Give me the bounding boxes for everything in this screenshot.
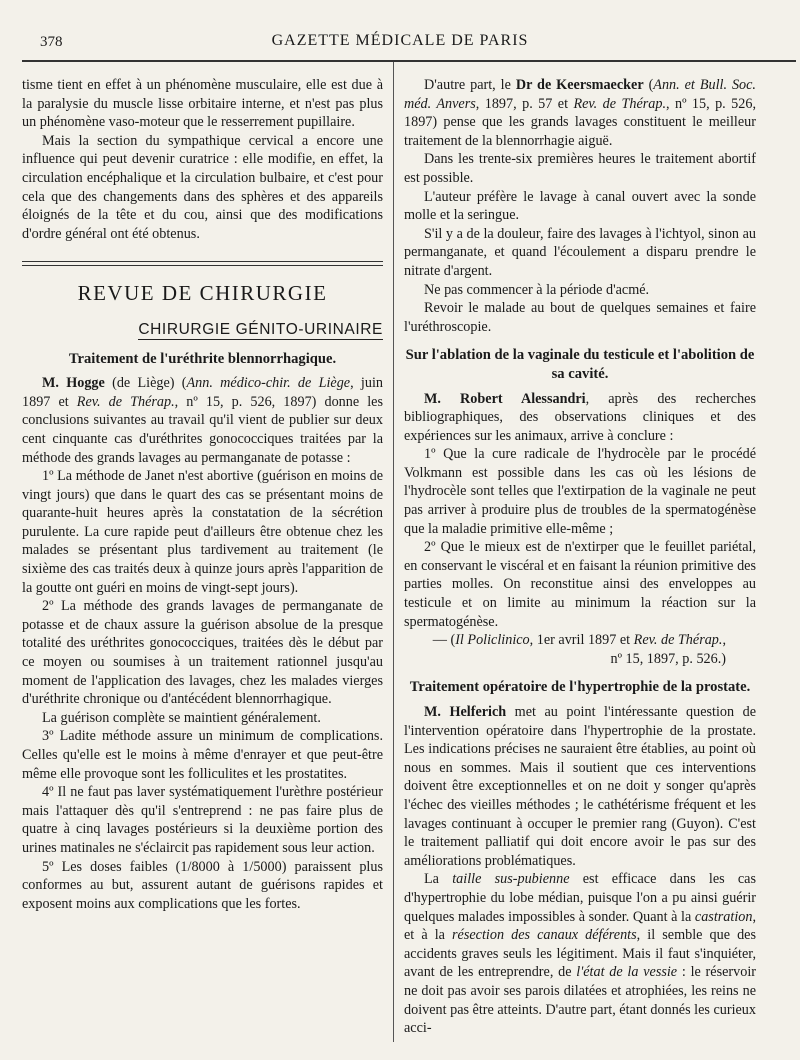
page-header: [0, 30, 800, 58]
text: , il semble que des accidents graves seuls les légitiment. Mais il faut s'inquiéter, avant de les entreprendre, de: [404, 927, 757, 981]
paragraph: Dans les trente-six premières heures le traitement abortif est possible.: [404, 151, 756, 186]
text: — (: [432, 632, 456, 649]
text: La: [424, 871, 453, 888]
running-title: GAZETTE MÉDICALE DE PARIS: [271, 32, 529, 49]
paragraph: [404, 703, 756, 870]
text: (: [643, 77, 654, 93]
paragraph: [404, 390, 756, 446]
source-title: Rev. de Thérap.: [633, 632, 723, 649]
text: , juin 1897 et: [22, 375, 383, 410]
source-title: Rev. de Thérap.: [76, 393, 175, 410]
emphasis: castration: [694, 908, 753, 925]
text: , nº 15, 1897, p. 526.): [610, 632, 726, 667]
text: D'autre part, le: [424, 77, 516, 93]
subsection-title-text: CHIRURGIE GÉNITO-URINAIRE: [138, 320, 383, 338]
header-rule: [22, 60, 796, 62]
text: , après des recherches bibliographiques, des observations cliniques et des expériences sur les animaux, arrive à conclure :: [404, 390, 756, 444]
text: , et à la: [404, 908, 756, 944]
paragraph: 3º Ladite méthode assure un minimum de complications. Celles qu'elle est le moins à même d'enrayer et que peut-être même elle provoque sont les folliculites et les prostatites.: [22, 728, 383, 782]
column-divider: [393, 62, 394, 1042]
source-title: Rev. de Thérap.: [573, 95, 667, 112]
paragraph: La guérison complète se maintient généralement.: [42, 709, 321, 726]
paragraph: [404, 870, 756, 1037]
paragraph: Revoir le malade au bout de quelques semaines et faire l'uréthroscopie.: [404, 300, 756, 335]
source-title: Ann. médico-chir. de Liège: [186, 375, 351, 392]
paragraph: 1º Que la cure radicale de l'hydrocèle par le procédé Volkmann est possible dans les cas où les lésions de l'hydrocèle sont telles que l'extirpation de la vaginale ne peut pas arriver à produire plus de troubles de la spermatogénèse que la maladie primitive elle-même ;: [404, 446, 756, 537]
paragraph: 5º Les doses faibles (1/8000 à 1/5000) paraissent plus conformes au but, assurent autant de guérisons rapides et exposent moins aux complications que les fortes.: [22, 858, 383, 912]
author-name: Dr de Keersmaecker: [515, 77, 644, 93]
subsection-title: [22, 321, 383, 340]
text: : le réservoir ne doit pas avoir ses parois dilatées et atrophiées, les reins ne doivent pas être atteints. D'autre part, étant donnés les curieux acci-: [404, 964, 756, 1037]
left-column: [22, 76, 383, 913]
paragraph: 2º Que le mieux est de n'extirper que le feuillet pariétal, en conservant le viscéral et en faisant la réunion primitive des parties molles. On reconstitue ainsi des enveloppes au testicule et on limite au minimum la réaction sur la spermatogénèse.: [404, 539, 756, 630]
paragraph: L'auteur préfère le lavage à canal ouvert avec la sonde molle et la seringue.: [404, 188, 756, 224]
paragraph: [404, 76, 756, 150]
paragraph: tisme tient en effet à un phénomène musculaire, elle est due à la paralysie du muscle lisse orbitaire interne, et n'est pas plus un phénomène vaso-moteur que le resserrement pupillaire.: [22, 77, 383, 131]
article-title: Sur l'ablation de la vaginale du testicule et l'abolition de sa cavité.: [405, 347, 755, 382]
emphasis: résection des canaux déférents: [452, 927, 637, 944]
text: met au point l'intéressante question de l'intervention opératoire dans l'hypertrophie de la prostate. Les indications précises ne sauraient être établies, au point où nous en sommes. Mais il soutient que ces interventions doivent être exceptionnelles et on ne doit y songer qu'après l'échec des vieilles méthodes ; le cathétérisme fréquent et les lavages continuant à occuper le premier rang (Guyon). C'est le traitement palliatif qui doit encore avoir le pas sur des améliorations problématiques.: [404, 704, 756, 869]
text: , nº 15, p. 526, 1897) pense que les grands lavages constituent le meilleur traitement de la blennorrhagie aiguë.: [404, 95, 756, 149]
paragraph: [22, 374, 383, 467]
emphasis: taille sus-pubienne: [452, 871, 570, 888]
page-number: 378: [40, 34, 63, 50]
paragraph: 1º La méthode de Janet n'est abortive (guérison en moins de vingt jours) que dans le quart des cas se présentant moins de quarante-huit heures après la constatation de la sécrétion purulente. La cure rapide peut d'ailleurs être obtenue chez les malades se présentant plus tardivement au traitement (le sixième des cas traités deux à quinze jours après l'apparition de la goutte ont guéri en moins de vingt-sept jours).: [22, 468, 383, 596]
section-title: REVUE DE CHIRURGIE: [77, 281, 328, 306]
text: , nº 15, p. 526, 1897) donne les conclusions suivantes au travail qu'il vient de publier sur deux cent cinquante cas d'uréthrites gonococciques traitées par la méthode des grands lavages au permanganate de potasse :: [22, 393, 383, 466]
section-rule: [22, 261, 383, 266]
paragraph: 4º Il ne faut pas laver systématiquement l'urèthre postérieur mais l'attaquer dès qu'il s'entreprend : ne pas faire plus de quatre à cinq lavages postérieurs si la deuxième portion des urines matinales ne s'éclaircit pas rapidement sous leur action.: [22, 784, 383, 856]
text: , 1er avril 1897 et: [529, 632, 634, 649]
paragraph: Ne pas commencer à la période d'acmé.: [424, 281, 650, 298]
author-name: M. Robert Alessandri: [424, 390, 586, 407]
author-name: M. Helferich: [424, 704, 507, 720]
paragraph: Mais la section du sympathique cervical a encore une influence qui peut devenir curatrice : elle modifie, en effet, la circulation encéphalique et la circulation bulbaire, et c'est pour cela que des changements dans des sphères et des appareils éloignés de la tête et du cou, ainsi que des modifications d'ordre général ont été obtenus.: [22, 132, 383, 242]
source-title: Il Policlinico: [455, 632, 530, 649]
text: , 1897, p. 57 et: [475, 95, 574, 112]
paragraph: S'il y a de la douleur, faire des lavages à l'ichtyol, sinon au permanganate, et quand l'écoulement a disparu prendre le nitrate d'argent.: [404, 225, 756, 279]
source-title: Ann. et Bull. Soc. méd. Anvers: [404, 77, 756, 112]
emphasis: l'état de la vessie: [576, 964, 678, 981]
right-column: [404, 76, 756, 1038]
text: (de Liège) (: [104, 375, 187, 392]
article-title: Traitement de l'uréthrite blennorrhagique.: [68, 350, 337, 367]
paragraph: 2º La méthode des grands lavages de permanganate de potasse et de chaux assure la guérison absolue de la presque totalité des uréthrites gonococciques, traitées dès le début par ce moyen ou soumises à un traitement rationnel jusqu'au moment de l'application des lavages, chez les malades vierges d'uréthrite chronique ou d'antécédent blennorrhagique.: [22, 598, 383, 708]
text: est efficace dans les cas d'hypertrophie du lobe médian, puisque l'on a pu ainsi guérir quelques malades impossibles à sonder. Quant à la: [404, 871, 756, 925]
author-name: M. Hogge: [42, 375, 105, 392]
article-title: Traitement opératoire de l'hypertrophie de la prostate.: [409, 679, 751, 696]
citation: [404, 631, 756, 668]
